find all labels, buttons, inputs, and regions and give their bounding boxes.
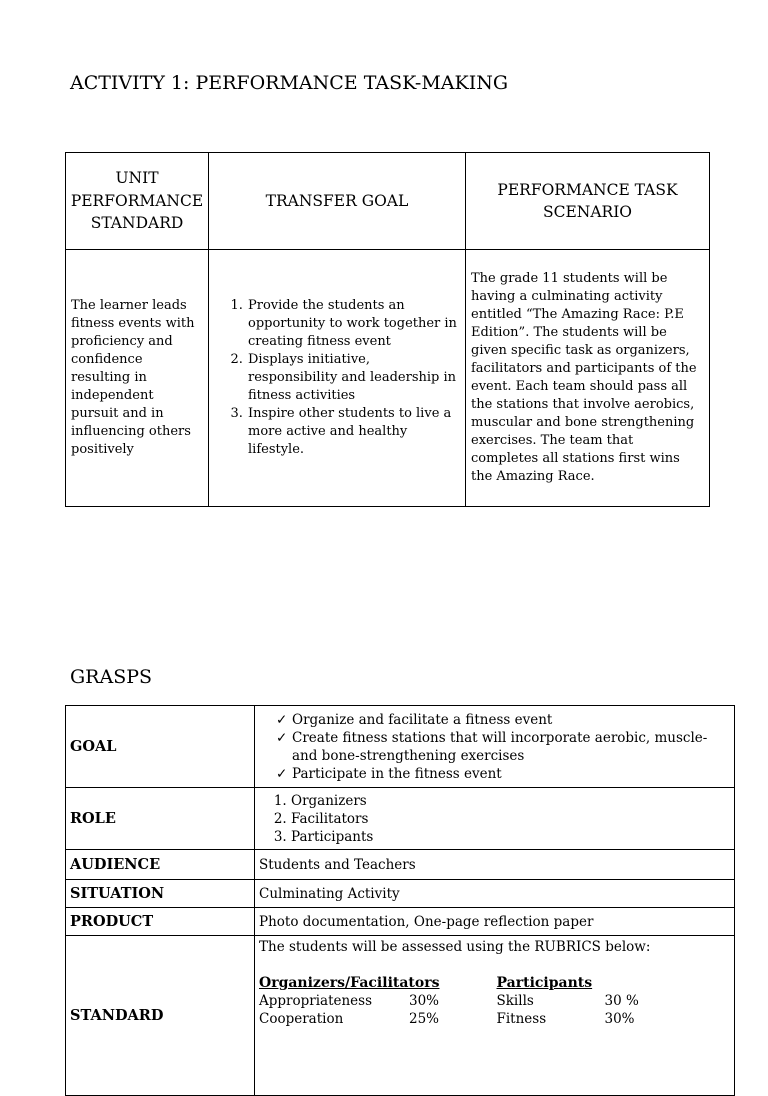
scenario-text: The grade 11 students will be having a culminating activity entitled “The Amazing Race: P.E Edition”. The students will be given specific task as organizers, facilitators and participants of the event. Each team should pass all the stations that involve aerobics, muscular and bone strengthening exercises. The team that completes all stations first wins the Amazing Race.	[471, 271, 697, 484]
product-value: Photo documentation, One-page reflection paper	[255, 908, 735, 936]
rubric-columns	[259, 974, 734, 1028]
role-value	[255, 788, 735, 850]
table-header-row	[66, 153, 710, 250]
list-item: 1. Organizers	[291, 792, 734, 810]
list-item: ✓ Create fitness stations that will incorporate aerobic, muscle- and bone-strengthening exercises	[276, 729, 730, 765]
audience-value: Students and Teachers	[255, 850, 735, 880]
role-list	[255, 792, 734, 846]
situation-row	[66, 880, 735, 908]
scenario-cell	[466, 250, 710, 507]
rubric-weight: 30%	[604, 1011, 635, 1027]
unit-standard-cell	[66, 250, 209, 507]
header-transfer-goal: TRANSFER GOAL	[209, 153, 466, 250]
header-performance-task-scenario: PERFORMANCE TASK SCENARIO	[466, 153, 710, 250]
performance-task-table	[65, 152, 710, 507]
situation-value: Culminating Activity	[255, 880, 735, 908]
rubric-row	[259, 1010, 497, 1028]
organizers-rubric	[259, 974, 497, 1028]
goal-list	[255, 711, 734, 783]
rubric-criterion: Appropriateness	[259, 993, 373, 1009]
audience-row	[66, 850, 735, 880]
table-row	[66, 250, 710, 507]
standard-row	[66, 936, 735, 1096]
list-item: 3. Inspire other students to live a more active and healthy lifestyle.	[247, 405, 461, 459]
rubric-criterion: Fitness	[496, 1011, 547, 1027]
list-item: 2. Facilitators	[291, 810, 734, 828]
grasps-table	[65, 705, 735, 1096]
rubric-row	[259, 992, 497, 1010]
product-row	[66, 908, 735, 936]
list-item: 2. Displays initiative, responsibility and leadership in fitness activities	[247, 351, 461, 405]
goal-value	[255, 706, 735, 788]
unit-standard-text: The learner leads fitness events with proficiency and confidence resulting in independent pursuit and in influencing others positively	[71, 298, 195, 457]
audience-label: AUDIENCE	[66, 850, 255, 880]
product-label: PRODUCT	[66, 908, 255, 936]
list-item: ✓ Participate in the fitness event	[276, 765, 730, 783]
grasps-title: GRASPS	[70, 666, 153, 688]
role-row	[66, 788, 735, 850]
list-item: ✓ Organize and facilitate a fitness event	[276, 711, 730, 729]
organizers-title: Organizers/Facilitators	[259, 975, 440, 991]
rubric-criterion: Cooperation	[259, 1011, 344, 1027]
list-item: 1. Provide the students an opportunity to work together in creating fitness event	[247, 297, 461, 351]
transfer-goal-list	[209, 297, 465, 459]
list-item: 3. Participants	[291, 828, 734, 846]
rubric-row	[497, 1010, 735, 1028]
rubric-weight: 30 %	[604, 993, 639, 1009]
participants-title: Participants	[496, 975, 593, 991]
rubric-weight: 25%	[409, 1011, 440, 1027]
participants-rubric	[497, 974, 735, 1028]
standard-label: STANDARD	[66, 936, 255, 1096]
situation-label: SITUATION	[66, 880, 255, 908]
standard-value	[255, 936, 735, 1096]
goal-label: GOAL	[66, 706, 255, 788]
role-label: ROLE	[66, 788, 255, 850]
rubric-criterion: Skills	[496, 993, 534, 1009]
transfer-goal-cell	[209, 250, 466, 507]
goal-row	[66, 706, 735, 788]
standard-intro: The students will be assessed using the RUBRICS below:	[259, 939, 651, 955]
header-unit-performance-standard: UNIT PERFORMANCE STANDARD	[66, 153, 209, 250]
rubric-weight: 30%	[409, 993, 440, 1009]
page-title: ACTIVITY 1: PERFORMANCE TASK-MAKING	[70, 72, 509, 94]
rubric-row	[497, 992, 735, 1010]
